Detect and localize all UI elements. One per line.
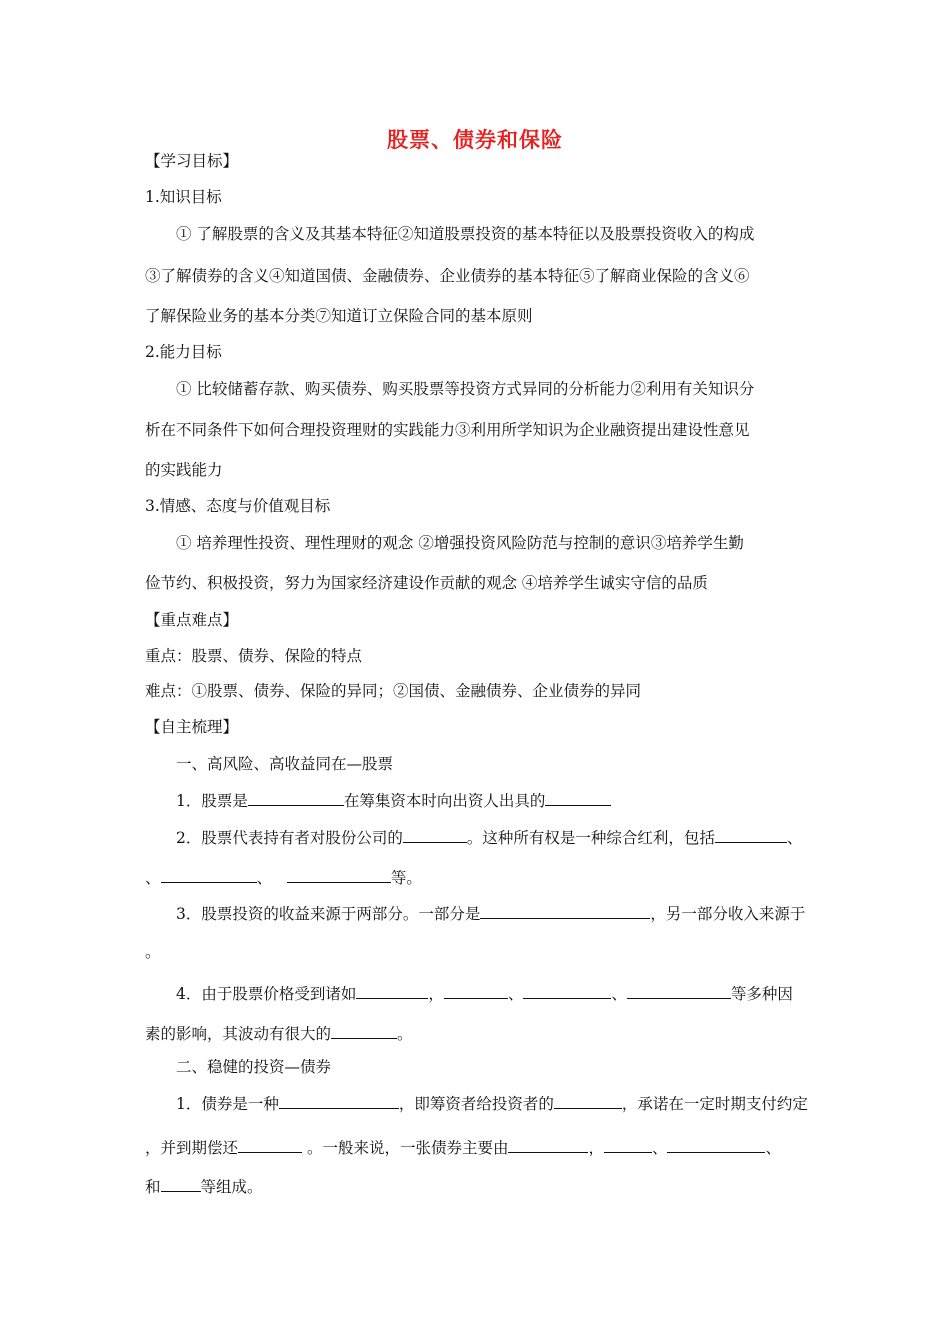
values-line-1: ① 培养理性投资、理性理财的观念 ②增强投资风险防范与控制的意识③培养学生勤	[176, 534, 744, 552]
values-heading: 3.情感、态度与价值观目标	[145, 497, 331, 515]
s1-question-4-line-1: 4．由于股票价格受到诸如 ， 、 、 等多种因	[176, 982, 793, 1005]
blank-11[interactable]	[627, 982, 731, 999]
knowledge-line-1: ① 了解股票的含义及其基本特征②知道股票投资的基本特征以及股票投资收入的构成	[176, 225, 755, 243]
blank-10[interactable]	[523, 982, 611, 999]
blank-7[interactable]	[480, 902, 650, 919]
section1-heading: 一、高风险、高收益同在—股票	[176, 755, 394, 773]
ability-heading: 2.能力目标	[145, 343, 222, 361]
blank-4[interactable]	[715, 826, 787, 843]
s1-question-4-line-2: 素的影响，其波动有很大的 。	[145, 1022, 413, 1045]
s1-question-2-line-2: 、 、 等。	[145, 866, 422, 889]
s1-question-3-line-1: 3．股票投资的收益来源于两部分。一部分是 ，另一部分收入来源于	[176, 902, 805, 925]
blank-6[interactable]	[287, 866, 391, 883]
blank-3[interactable]	[403, 826, 467, 843]
blank-1[interactable]	[248, 789, 344, 806]
ability-line-3: 的实践能力	[145, 461, 223, 479]
knowledge-line-3: 了解保险业务的基本分类⑦知道订立保险合同的基本原则	[145, 307, 533, 325]
blank-8[interactable]	[356, 982, 428, 999]
ability-line-1: ① 比较储蓄存款、购买债券、购买股票等投资方式异同的分析能力②利用有关知识分	[176, 380, 755, 398]
blank-14[interactable]	[554, 1092, 622, 1109]
s2-question-1-line-2: ，并到期偿还 。一般来说，一张债券主要由 ， 、 、	[145, 1136, 781, 1159]
blank-18[interactable]	[667, 1136, 765, 1153]
s1-question-1: 1．股票是 在筹集资本时向出资人出具的	[176, 789, 611, 812]
objectives-header: 【学习目标】	[145, 152, 239, 170]
s2-question-1-line-1: 1．债券是一种 ，即筹资者给投资者的 ，承诺在一定时期支付约定	[176, 1092, 808, 1115]
blank-16[interactable]	[508, 1136, 588, 1153]
s1-question-3-line-2: 。	[145, 943, 161, 961]
blank-19[interactable]	[161, 1175, 201, 1192]
knowledge-heading: 1.知识目标	[145, 188, 222, 206]
s2-question-1-line-3: 和 等组成。	[145, 1175, 263, 1198]
key-point: 重点：股票、债券、保险的特点	[145, 647, 363, 665]
s1-question-2-line-1: 2．股票代表持有者对股份公司的 。这种所有权是一种综合红利，包括 、	[176, 826, 802, 849]
blank-9[interactable]	[444, 982, 508, 999]
blank-17[interactable]	[604, 1136, 652, 1153]
section2-heading: 二、稳健的投资—债券	[176, 1058, 332, 1076]
blank-15[interactable]	[238, 1136, 302, 1153]
difficult-point: 难点：①股票、债券、保险的异同；②国债、金融债券、企业债券的异同	[145, 682, 642, 700]
blank-13[interactable]	[279, 1092, 399, 1109]
knowledge-line-2: ③了解债券的含义④知道国债、金融债券、企业债券的基本特征⑤了解商业保险的含义⑥	[145, 267, 750, 285]
page-title: 股票、债券和保险	[387, 127, 563, 152]
ability-line-2: 析在不同条件下如何合理投资理财的实践能力③利用所学知识为企业融资提出建设性意见	[145, 421, 750, 439]
blank-12[interactable]	[331, 1022, 397, 1039]
self-study-header: 【自主梳理】	[145, 718, 239, 736]
values-line-2: 俭节约、积极投资，努力为国家经济建设作贡献的观念 ④培养学生诚实守信的品质	[145, 574, 708, 592]
key-points-header: 【重点难点】	[145, 611, 239, 629]
blank-5[interactable]	[161, 866, 257, 883]
blank-2[interactable]	[545, 789, 611, 806]
